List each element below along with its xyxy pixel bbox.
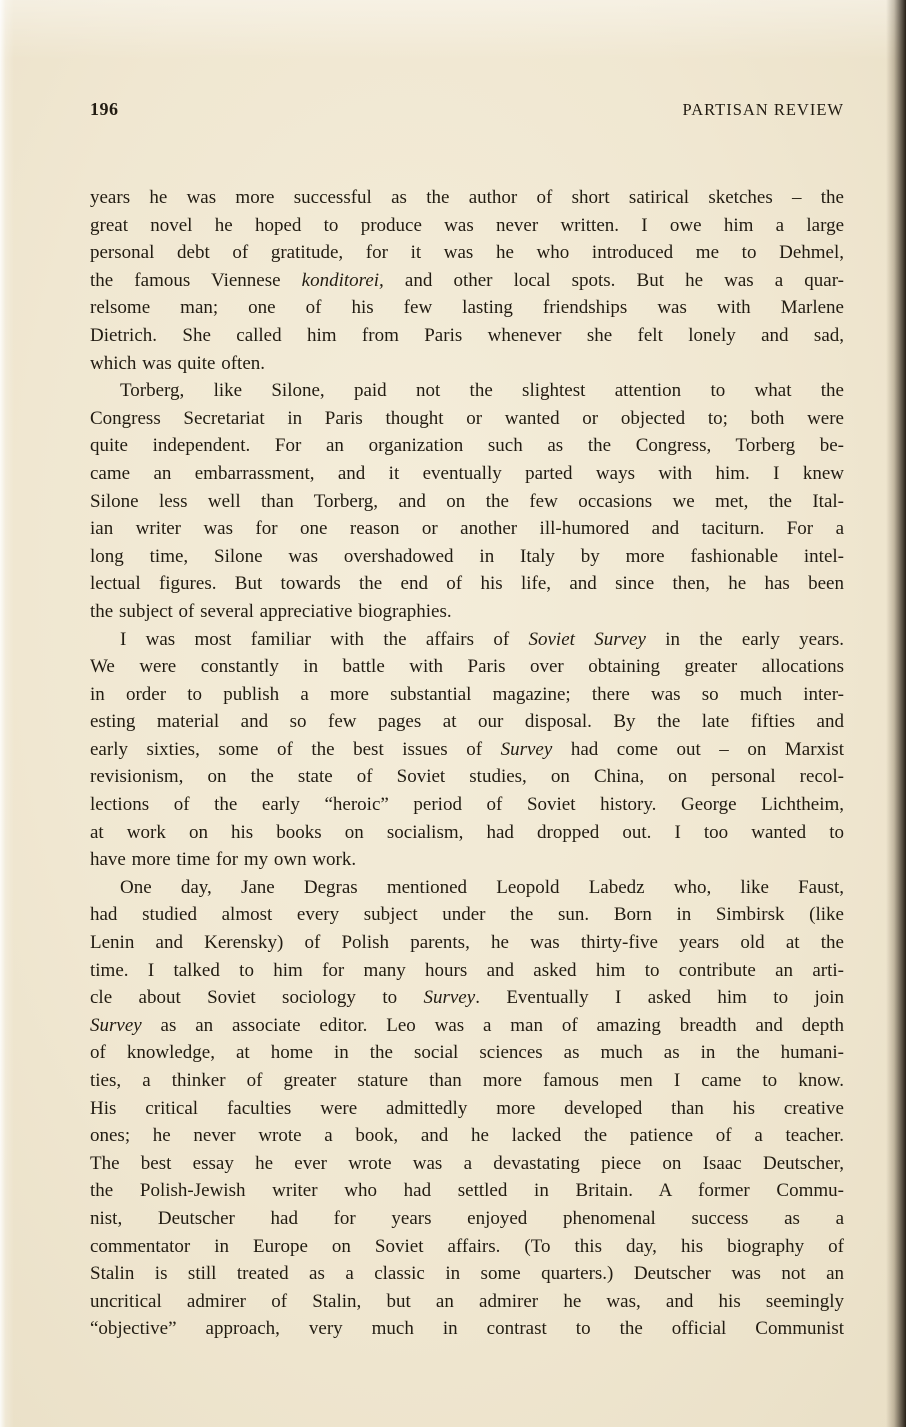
page-header (90, 99, 844, 120)
text-line: Congress Secretariat in Paris thought or wanted or objected to; both were (90, 407, 844, 429)
text-line: came an embarrassment, and it eventually parted ways with him. I knew (90, 462, 844, 484)
text-line: personal debt of gratitude, for it was he who introduced me to Dehmel, (90, 242, 844, 264)
text-line: uncritical admirer of Stalin, but an admirer he was, and his seemingly (90, 1290, 844, 1312)
text-line: at work on his books on socialism, had dropped out. I too wanted to (90, 821, 844, 843)
text-line: Stalin is still treated as a classic in some quarters.) Deutscher was not an (90, 1263, 844, 1285)
scan-shadow-right (886, 0, 906, 1427)
page-number: 196 (90, 99, 119, 119)
text-line: time. I talked to him for many hours and asked him to contribute an arti- (90, 959, 844, 981)
text-line: long time, Silone was overshadowed in Italy by more fashionable intel- (90, 545, 844, 567)
text-line: lectual figures. But towards the end of his life, and since then, he has been (90, 573, 844, 595)
text-line: The best essay he ever wrote was a devastating piece on Isaac Deutscher, (90, 1152, 844, 1174)
text-line: Silone less well than Torberg, and on the few occasions we met, the Ital- (90, 490, 844, 512)
text-line: lections of the early “heroic” period of Soviet history. George Lichtheim, (90, 794, 844, 816)
text-line: One day, Jane Degras mentioned Leopold Labedz who, like Faust, (120, 876, 844, 898)
text-line: His critical faculties were admittedly more developed than his creative (90, 1097, 844, 1119)
text-line: Survey as an associate editor. Leo was a man of amazing breadth and depth (90, 1014, 844, 1036)
text-line: ian writer was for one reason or another ill-humored and taciturn. For a (90, 518, 844, 540)
text-line: the Polish-Jewish writer who had settled in Britain. A former Commu- (90, 1180, 844, 1202)
text-line: the subject of several appreciative biographies. (90, 600, 452, 622)
text-line: early sixties, some of the best issues of Survey had come out – on Marxist (90, 738, 844, 760)
text-line: Dietrich. She called him from Paris whenever she felt lonely and sad, (90, 324, 844, 346)
text-line: esting material and so few pages at our disposal. By the late fifties and (90, 711, 844, 733)
text-line: I was most familiar with the affairs of Soviet Survey in the early years. (120, 628, 844, 650)
text-line: the famous Viennese konditorei, and other local spots. But he was a quar- (90, 269, 844, 291)
text-line: ones; he never wrote a book, and he lacked the patience of a teacher. (90, 1125, 844, 1147)
scan-edge-left (0, 0, 14, 1427)
text-line: “objective” approach, very much in contrast to the official Communist (90, 1318, 844, 1340)
text-line: have more time for my own work. (90, 849, 357, 871)
text-line: Torberg, like Silone, paid not the slightest attention to what the (120, 380, 844, 402)
text-line: in order to publish a more substantial magazine; there was so much inter- (90, 683, 844, 705)
text-line: Lenin and Kerensky) of Polish parents, he was thirty-five years old at the (90, 932, 844, 954)
text-line: commentator in Europe on Soviet affairs. (To this day, his biography of (90, 1235, 844, 1257)
text-line: relsome man; one of his few lasting friendships was with Marlene (90, 297, 844, 319)
text-line: years he was more successful as the author of short satirical sketches – the (90, 187, 844, 208)
body-text (90, 184, 844, 1343)
text-line: which was quite often. (90, 352, 266, 374)
text-line: We were constantly in battle with Paris over obtaining greater allocations (90, 656, 844, 678)
text-line: of knowledge, at home in the social sciences as much as in the humani- (90, 1042, 844, 1064)
text-line: nist, Deutscher had for years enjoyed phenomenal success as a (90, 1207, 844, 1229)
text-line: had studied almost every subject under the sun. Born in Simbirsk (like (90, 904, 844, 926)
text-line: quite independent. For an organization such as the Congress, Torberg be- (90, 435, 844, 457)
text-line: revisionism, on the state of Soviet studies, on China, on personal recol- (90, 766, 844, 788)
text-line: ties, a thinker of greater stature than more famous men I came to know. (90, 1070, 844, 1091)
text-line: cle about Soviet sociology to Survey. Eventually I asked him to join (90, 987, 845, 1009)
scan-highlight-top (0, 0, 906, 60)
text-line: great novel he hoped to produce was never written. I owe him a large (90, 214, 844, 236)
journal-title: PARTISAN REVIEW (682, 100, 844, 119)
